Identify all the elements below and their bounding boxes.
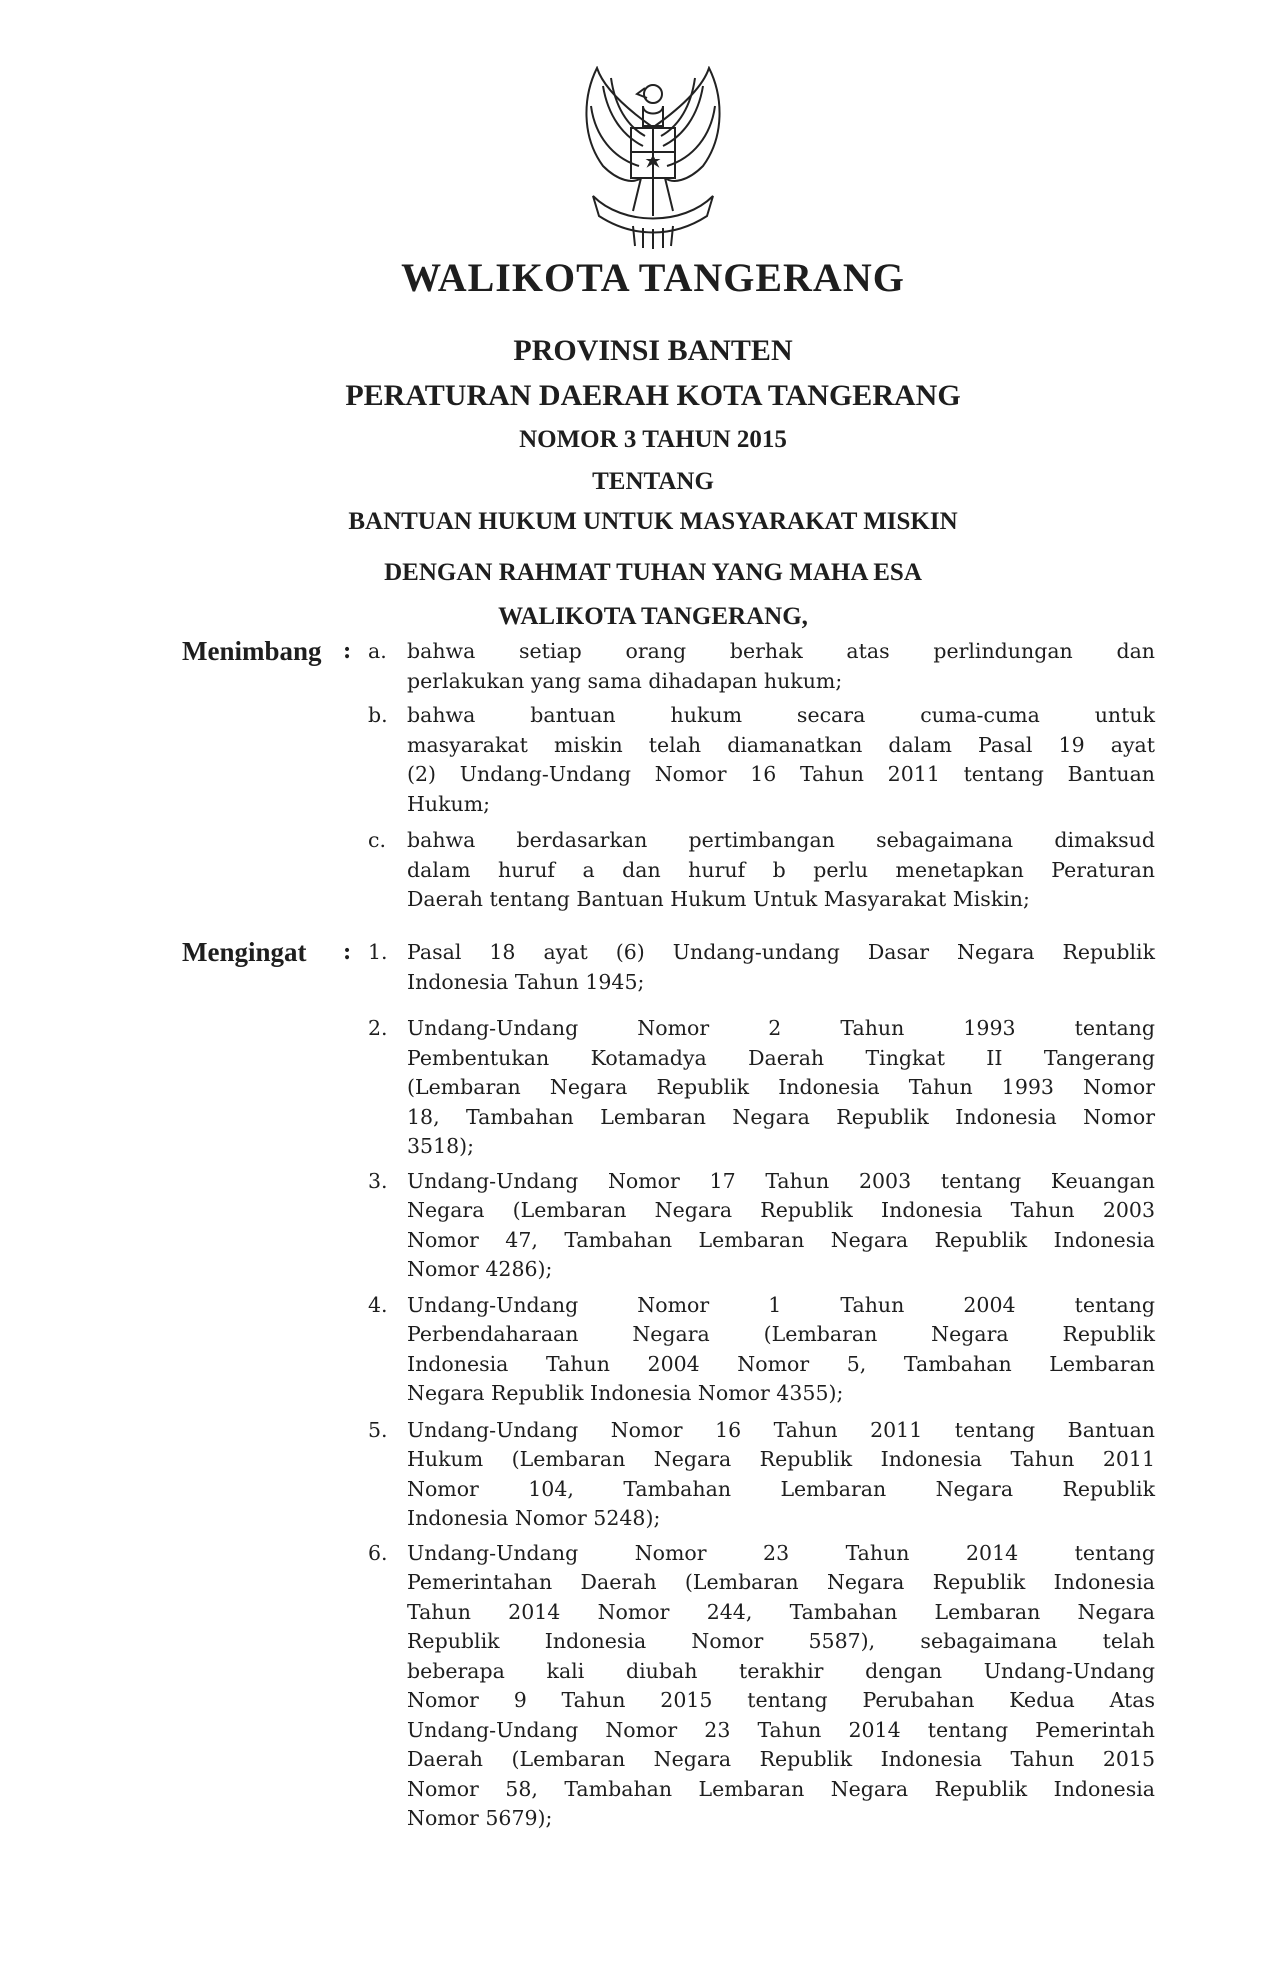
item-text-line: Republik Indonesia Nomor 5587), sebagaimana telah: [407, 1629, 1155, 1653]
item-text-line: Indonesia Nomor 5248);: [407, 1506, 661, 1530]
list-item: [368, 701, 1155, 819]
regulation-heading: PERATURAN DAERAH KOTA TANGERANG: [345, 379, 961, 412]
issuer-title: WALIKOTA TANGERANG: [401, 255, 905, 300]
list-item: [368, 1014, 1155, 1162]
item-text-line: Perbendaharaan Negara (Lembaran Negara Republik: [407, 1322, 1155, 1346]
garuda-pancasila-emblem: [562, 66, 744, 250]
blessing-heading: DENGAN RAHMAT TUHAN YANG MAHA ESA: [384, 559, 922, 586]
item-text-line: Nomor 104, Tambahan Lembaran Negara Republik: [407, 1476, 1155, 1501]
item-text-line: Pasal 18 ayat (6) Undang-undang Dasar Negara Republik: [407, 940, 1155, 964]
item-marker: 1.: [368, 940, 388, 964]
section-colon: :: [343, 939, 352, 965]
mayor-heading: WALIKOTA TANGERANG,: [498, 603, 808, 630]
regulation-number: NOMOR 3 TAHUN 2015: [519, 426, 787, 453]
list-item: [368, 1416, 1155, 1534]
list-item: [368, 1167, 1155, 1285]
item-text-line: Hukum (Lembaran Negara Republik Indonesia Tahun 2011: [407, 1447, 1155, 1471]
item-text-line: bahwa berdasarkan pertimbangan sebagaimana dimaksud: [407, 828, 1155, 852]
item-text-line: (2) Undang-Undang Nomor 16 Tahun 2011 tentang Bantuan: [407, 762, 1155, 786]
item-text-line: Nomor 47, Tambahan Lembaran Negara Republik Indonesia: [407, 1227, 1155, 1252]
item-text-line: Undang-Undang Nomor 16 Tahun 2011 tentang Bantuan: [407, 1417, 1155, 1442]
list-item: [368, 938, 1155, 997]
item-text-line: bahwa setiap orang berhak atas perlindungan dan: [407, 639, 1155, 663]
item-text-line: Tahun 2014 Nomor 244, Tambahan Lembaran Negara: [407, 1599, 1155, 1624]
item-text-line: dalam huruf a dan huruf b perlu menetapkan Peraturan: [407, 857, 1155, 882]
province-heading: PROVINSI BANTEN: [513, 334, 793, 367]
item-marker: 5.: [368, 1417, 388, 1442]
item-text-line: 3518);: [407, 1134, 475, 1158]
item-text-line: Undang-Undang Nomor 17 Tahun 2003 tentang Keuangan: [407, 1168, 1155, 1193]
item-marker: 4.: [368, 1292, 388, 1317]
list-item: [368, 637, 1155, 696]
item-text-line: (Lembaran Negara Republik Indonesia Tahun 1993 Nomor: [407, 1075, 1155, 1099]
item-text-line: Negara Republik Indonesia Nomor 4355);: [407, 1381, 844, 1405]
item-text-line: Undang-Undang Nomor 2 Tahun 1993 tentang: [407, 1016, 1155, 1040]
item-marker: 2.: [368, 1016, 388, 1040]
item-text-line: Nomor 9 Tahun 2015 tentang Perubahan Kedua Atas: [407, 1688, 1155, 1712]
item-marker: c.: [368, 828, 386, 852]
item-text-line: Nomor 5679);: [407, 1806, 553, 1830]
subject-heading: BANTUAN HUKUM UNTUK MASYARAKAT MISKIN: [348, 508, 958, 535]
section-label: Menimbang: [182, 636, 322, 666]
item-text-line: Hukum;: [407, 791, 491, 816]
item-text-line: beberapa kali diubah terakhir dengan Undang-Undang: [407, 1658, 1155, 1683]
list-item: [368, 1539, 1155, 1834]
item-text-line: Negara (Lembaran Negara Republik Indonesia Tahun 2003: [407, 1198, 1155, 1222]
list-item: [368, 826, 1155, 915]
item-text-line: 18, Tambahan Lembaran Negara Republik Indonesia Nomor: [407, 1104, 1155, 1129]
item-text-line: Indonesia Tahun 1945;: [407, 969, 645, 994]
item-text-line: Daerah (Lembaran Negara Republik Indonesia Tahun 2015: [407, 1747, 1155, 1771]
menimbang-section: [0, 637, 1284, 915]
item-text-line: Undang-Undang Nomor 1 Tahun 2004 tentang: [407, 1292, 1155, 1317]
item-text-line: bahwa bantuan hukum secara cuma-cuma untuk: [407, 703, 1155, 727]
list-item: [368, 1291, 1155, 1409]
item-text-line: Pemerintahan Daerah (Lembaran Negara Republik Indonesia: [407, 1570, 1155, 1594]
item-marker: b.: [368, 703, 388, 727]
item-text-line: perlakukan yang sama dihadapan hukum;: [407, 668, 843, 693]
item-text-line: Pembentukan Kotamadya Daerah Tingkat II Tangerang: [407, 1045, 1155, 1070]
section-label: Mengingat: [182, 937, 307, 967]
item-text-line: Undang-Undang Nomor 23 Tahun 2014 tentang Pemerintah: [407, 1717, 1155, 1742]
item-text-line: Daerah tentang Bantuan Hukum Untuk Masyarakat Miskin;: [407, 887, 1030, 911]
item-text-line: Undang-Undang Nomor 23 Tahun 2014 tentang: [407, 1540, 1155, 1565]
item-marker: a.: [368, 639, 387, 663]
section-colon: :: [343, 638, 352, 664]
mengingat-section: [0, 938, 1284, 1834]
about-heading: TENTANG: [592, 468, 714, 495]
item-marker: 6.: [368, 1540, 388, 1565]
item-text-line: Indonesia Tahun 2004 Nomor 5, Tambahan Lembaran: [407, 1351, 1155, 1376]
item-text-line: masyarakat miskin telah diamanatkan dalam Pasal 19 ayat: [407, 732, 1155, 757]
item-text-line: Nomor 58, Tambahan Lembaran Negara Republik Indonesia: [407, 1776, 1155, 1801]
item-text-line: Nomor 4286);: [407, 1257, 553, 1281]
item-marker: 3.: [368, 1168, 388, 1193]
